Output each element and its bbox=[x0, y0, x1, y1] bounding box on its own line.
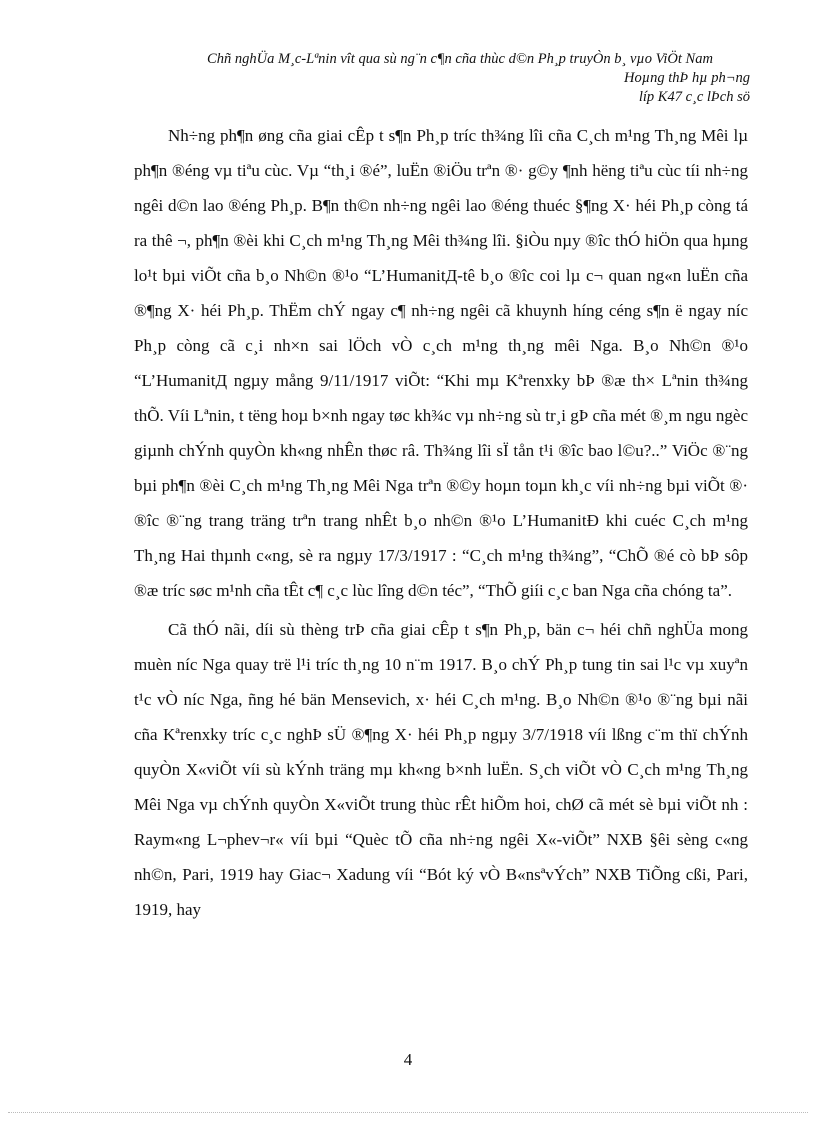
body-text bbox=[134, 118, 748, 927]
running-header bbox=[140, 50, 750, 107]
header-class-name: líp K47 c¸c lÞch sö bbox=[638, 89, 750, 105]
header-document-title: Chñ nghÜa M¸c-Lªnin vît qua sù ng¨n c¶n cña thùc d©n Ph¸p truyÒn b¸ vµo ViÖt Nam bbox=[207, 51, 713, 67]
paragraph: Cã thÓ nãi, díi sù thèng trÞ cña giai cÊp t s¶n Ph¸p, bän c¬ héi chñ nghÜa mong muèn níc Nga quay trë l¹i tríc th¸ng 10 n¨m 1917. B¸o chÝ Ph¸p tung tin sai l¹c vµ xuyªn t¹c vÒ níc Nga, ñng hé bän Mensevich, x· héi C¸ch m¹ng. B¸o Nh©n ®¹o ®¨ng bµi nãi cña Kªrenxky tríc c¸c nghÞ sÜ ®¶ng X· héi Ph¸p ngµy 3/7/1918 víi lßng c¨m thï chÝnh quyÒn X«viÕt víi sù kÝnh träng mµ kh«ng b×nh luËn. S¸ch viÕt vÒ C¸ch m¹ng Th¸ng Mêi Nga vµ chÝnh quyÒn X«viÕt trung thùc rÊt hiÕm hoi, chØ cã mét sè bµi viÕt nh : Raym«ng L¬phev¬r« víi bµi “Quèc tÕ cña nh÷ng ngêi X«-viÕt” NXB §êi sèng c«ng nh©n, Pari, 1919 hay Giac¬ Xadung víi “Bót ký vÒ B«nsªvÝch” NXB TiÕng cßi, Pari, 1919, hay bbox=[134, 620, 748, 919]
header-author-name: Hoµng thÞ hµ ph¬ng bbox=[624, 70, 750, 86]
page-number: 4 bbox=[403, 1050, 413, 1069]
footer-divider bbox=[8, 1112, 808, 1113]
paragraph: Nh÷ng ph¶n øng cña giai cÊp t s¶n Ph¸p tríc th¾ng lîi cña C¸ch m¹ng Th¸ng Mêi lµ ph¶n ®éng vµ tiªu cùc. Vµ “th¸i ®é”, luËn ®iÖu trªn ®· g©y ¶nh hëng tiªu cùc tíi nh÷ng ngêi d©n lao ®éng Ph¸p. B¶n th©n nh÷ng ngêi lao ®éng thuéc §¶ng X· héi Ph¸p còng tá ra thê ¬, ph¶n ®èi khi C¸ch m¹ng Th¸ng Mêi th¾ng lîi. §iÒu nµy ®îc thÓ hiÖn qua hµng lo¹t bµi viÕt cña b¸o Nh©n ®¹o “L’HumanitД-tê b¸o ®îc coi lµ c¬ quan ng«n luËn cña ®¶ng X· héi Ph¸p. ThËm chÝ ngay c¶ nh÷ng ngêi cã khuynh híng céng s¶n ë ngay níc Ph¸p còng cã c¸i nh×n sai lÖch vÒ c¸ch m¹ng th¸ng mêi Nga. B¸o Nh©n ®¹o “L’HumanitД ngµy mång 9/11/1917 viÕt: “Khi mµ Kªrenxky bÞ ®æ th× Lªnin th¾ng thÕ. Víi Lªnin, t tëng hoµ b×nh ngay tøc kh¾c vµ nh÷ng sù tr¸i gÞ cña mét ®¸m ngu ngèc giµnh chÝnh quyÒn kh«ng nhÊn thøc râ. Th¾ng lîi sÏ tån t¹i ®îc bao l©u?..” ViÖc ®¨ng bµi ph¶n ®èi C¸ch m¹ng Th¸ng Mêi Nga trªn ®©y hoµn toµn kh¸c víi nh÷ng bµi viÕt ®· ®îc ®¨ng trang träng trªn trang nhÊt b¸o nh©n ®¹o L’HumanitÐ khi cuéc C¸ch m¹ng Th¸ng Hai thµnh c«ng, sè ra ngµy 17/3/1917 : “C¸ch m¹ng th¾ng”, “ChÕ ®é cò bÞ sôp ®æ tríc søc m¹nh cña tÊt c¶ c¸c lùc lîng d©n téc”, “ThÕ giíi c¸c ban Nga cña chóng ta”. bbox=[134, 126, 748, 600]
